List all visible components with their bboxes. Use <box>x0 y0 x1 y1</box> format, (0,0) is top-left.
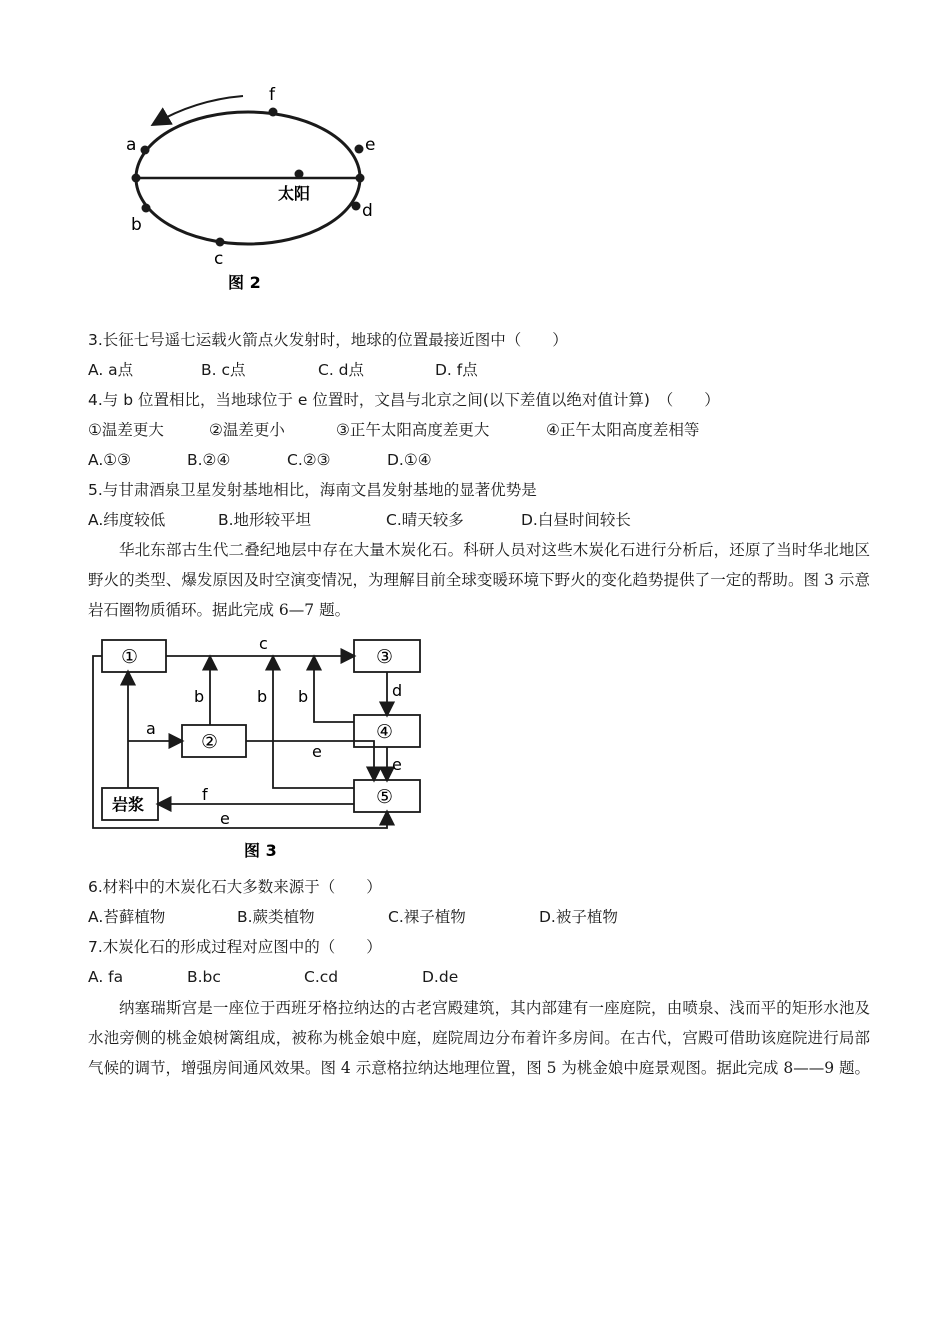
q7-option-b[interactable]: B.bc <box>187 968 221 986</box>
label-c: c <box>259 634 268 653</box>
q4-statement-4: ④正午太阳高度差相等 <box>546 421 700 439</box>
q7-stem: 7.木炭化石的形成过程对应图中的（ ） <box>88 938 382 956</box>
box-magma-label: 岩浆 <box>112 795 145 814</box>
label-d: d <box>392 681 403 700</box>
label-e-mid: e <box>312 742 322 761</box>
q5-stem: 5.与甘肃酒泉卫星发射基地相比，海南文昌发射基地的显著优势是 <box>88 481 537 499</box>
label-d: d <box>362 201 373 221</box>
label-a: a <box>126 135 137 155</box>
q6-option-b[interactable]: B.蕨类植物 <box>237 908 315 926</box>
q3-option-b[interactable]: B. c点 <box>201 361 246 379</box>
point-d <box>352 202 361 211</box>
box-2-label: ② <box>201 731 219 753</box>
q4-option-b[interactable]: B.②④ <box>187 451 231 469</box>
label-b: b <box>131 215 142 235</box>
q6-option-a[interactable]: A.苔藓植物 <box>88 908 166 926</box>
label-f: f <box>269 85 275 105</box>
label-b-right: b <box>298 687 309 706</box>
q4-option-c[interactable]: C.②③ <box>287 451 331 469</box>
point-c <box>216 238 225 247</box>
box-3-label: ③ <box>376 646 394 668</box>
box-5-label: ⑤ <box>376 786 394 808</box>
sun-point <box>295 170 304 179</box>
q5-option-b[interactable]: B.地形较平坦 <box>218 511 312 529</box>
q7-options <box>88 967 458 987</box>
q7-option-d[interactable]: D.de <box>422 968 459 986</box>
q3-stem: 3.长征七号遥七运载火箭点火发射时，地球的位置最接近图中（ ） <box>88 331 568 349</box>
figure-3-rock-cycle-diagram <box>88 630 428 862</box>
label-e: e <box>365 135 376 155</box>
q4-stem: 4.与 b 位置相比，当地球位于 e 位置时，文昌与北京之间(以下差值以绝对值计算) （ ） <box>88 391 720 409</box>
arrow-b-from-4 <box>314 658 354 722</box>
point-e <box>355 145 364 154</box>
q6-options <box>88 907 618 927</box>
q4-statements <box>88 420 699 440</box>
q7-option-a[interactable]: A. fa <box>88 968 124 986</box>
label-e-bottom: e <box>220 809 230 828</box>
sun-label: 太阳 <box>278 184 311 203</box>
q5-options <box>88 510 631 530</box>
label-b-left: b <box>194 687 205 706</box>
q4-statement-3: ③正午太阳高度差更大 <box>336 421 490 439</box>
q4-statement-1: ①温差更大 <box>88 421 164 439</box>
q3-option-c[interactable]: C. d点 <box>318 361 365 379</box>
q5-option-c[interactable]: C.晴天较多 <box>386 511 464 529</box>
box-1-label: ① <box>121 646 139 668</box>
passage-charcoal-fossils: 华北东部古生代二叠纪地层中存在大量木炭化石。科研人员对这些木炭化石进行分析后，还原了当时华北地区野火的类型、爆发原因及时空演变情况，为理解目前全球变暖环境下野火的变化趋势提供了一定的帮助。图 3 示意岩石圈物质循环。据此完成 6—7 题。 <box>88 541 870 619</box>
q6-option-c[interactable]: C.裸子植物 <box>388 908 466 926</box>
passage-nasrid-palace: 纳塞瑞斯宫是一座位于西班牙格拉纳达的古老宫殿建筑，其内部建有一座庭院，由喷泉、浅而平的矩形水池及水池旁侧的桃金娘树篱组成，被称为桃金娘中庭，庭院周边分布着许多房间。在古代，宫殿可借助该庭院进行局部气候的调节，增强房间通风效果。图 4 示意格拉纳达地理位置，图 5 为桃金娘中庭景观图。据此完成 8——9 题。 <box>88 999 871 1077</box>
label-f: f <box>202 785 208 804</box>
point-f <box>269 108 278 117</box>
q4-statement-2: ②温差更小 <box>209 421 285 439</box>
label-a: a <box>146 719 156 738</box>
point-right-end <box>356 174 365 183</box>
label-b-mid: b <box>257 687 268 706</box>
q5-option-a[interactable]: A.纬度较低 <box>88 511 166 529</box>
q3-option-a[interactable]: A. a点 <box>88 361 134 379</box>
q7-option-c[interactable]: C.cd <box>304 968 339 986</box>
q3-options <box>88 360 478 380</box>
label-e-right: e <box>392 755 402 774</box>
point-left-end <box>132 174 141 183</box>
q6-option-d[interactable]: D.被子植物 <box>539 908 618 926</box>
q4-option-a[interactable]: A.①③ <box>88 451 132 469</box>
label-c: c <box>214 249 224 269</box>
box-4-label: ④ <box>376 721 394 743</box>
figure-2-caption: 图 2 <box>228 273 261 292</box>
q5-option-d[interactable]: D.白昼时间较长 <box>521 511 631 529</box>
figure-2-orbit-diagram <box>110 80 400 295</box>
q6-stem: 6.材料中的木炭化石大多数来源于（ ） <box>88 878 382 896</box>
q4-option-d[interactable]: D.①④ <box>387 451 432 469</box>
point-a <box>141 146 150 155</box>
q3-option-d[interactable]: D. f点 <box>435 361 478 379</box>
q4-options <box>88 450 432 470</box>
point-b <box>142 204 151 213</box>
figure-3-caption: 图 3 <box>244 841 277 860</box>
